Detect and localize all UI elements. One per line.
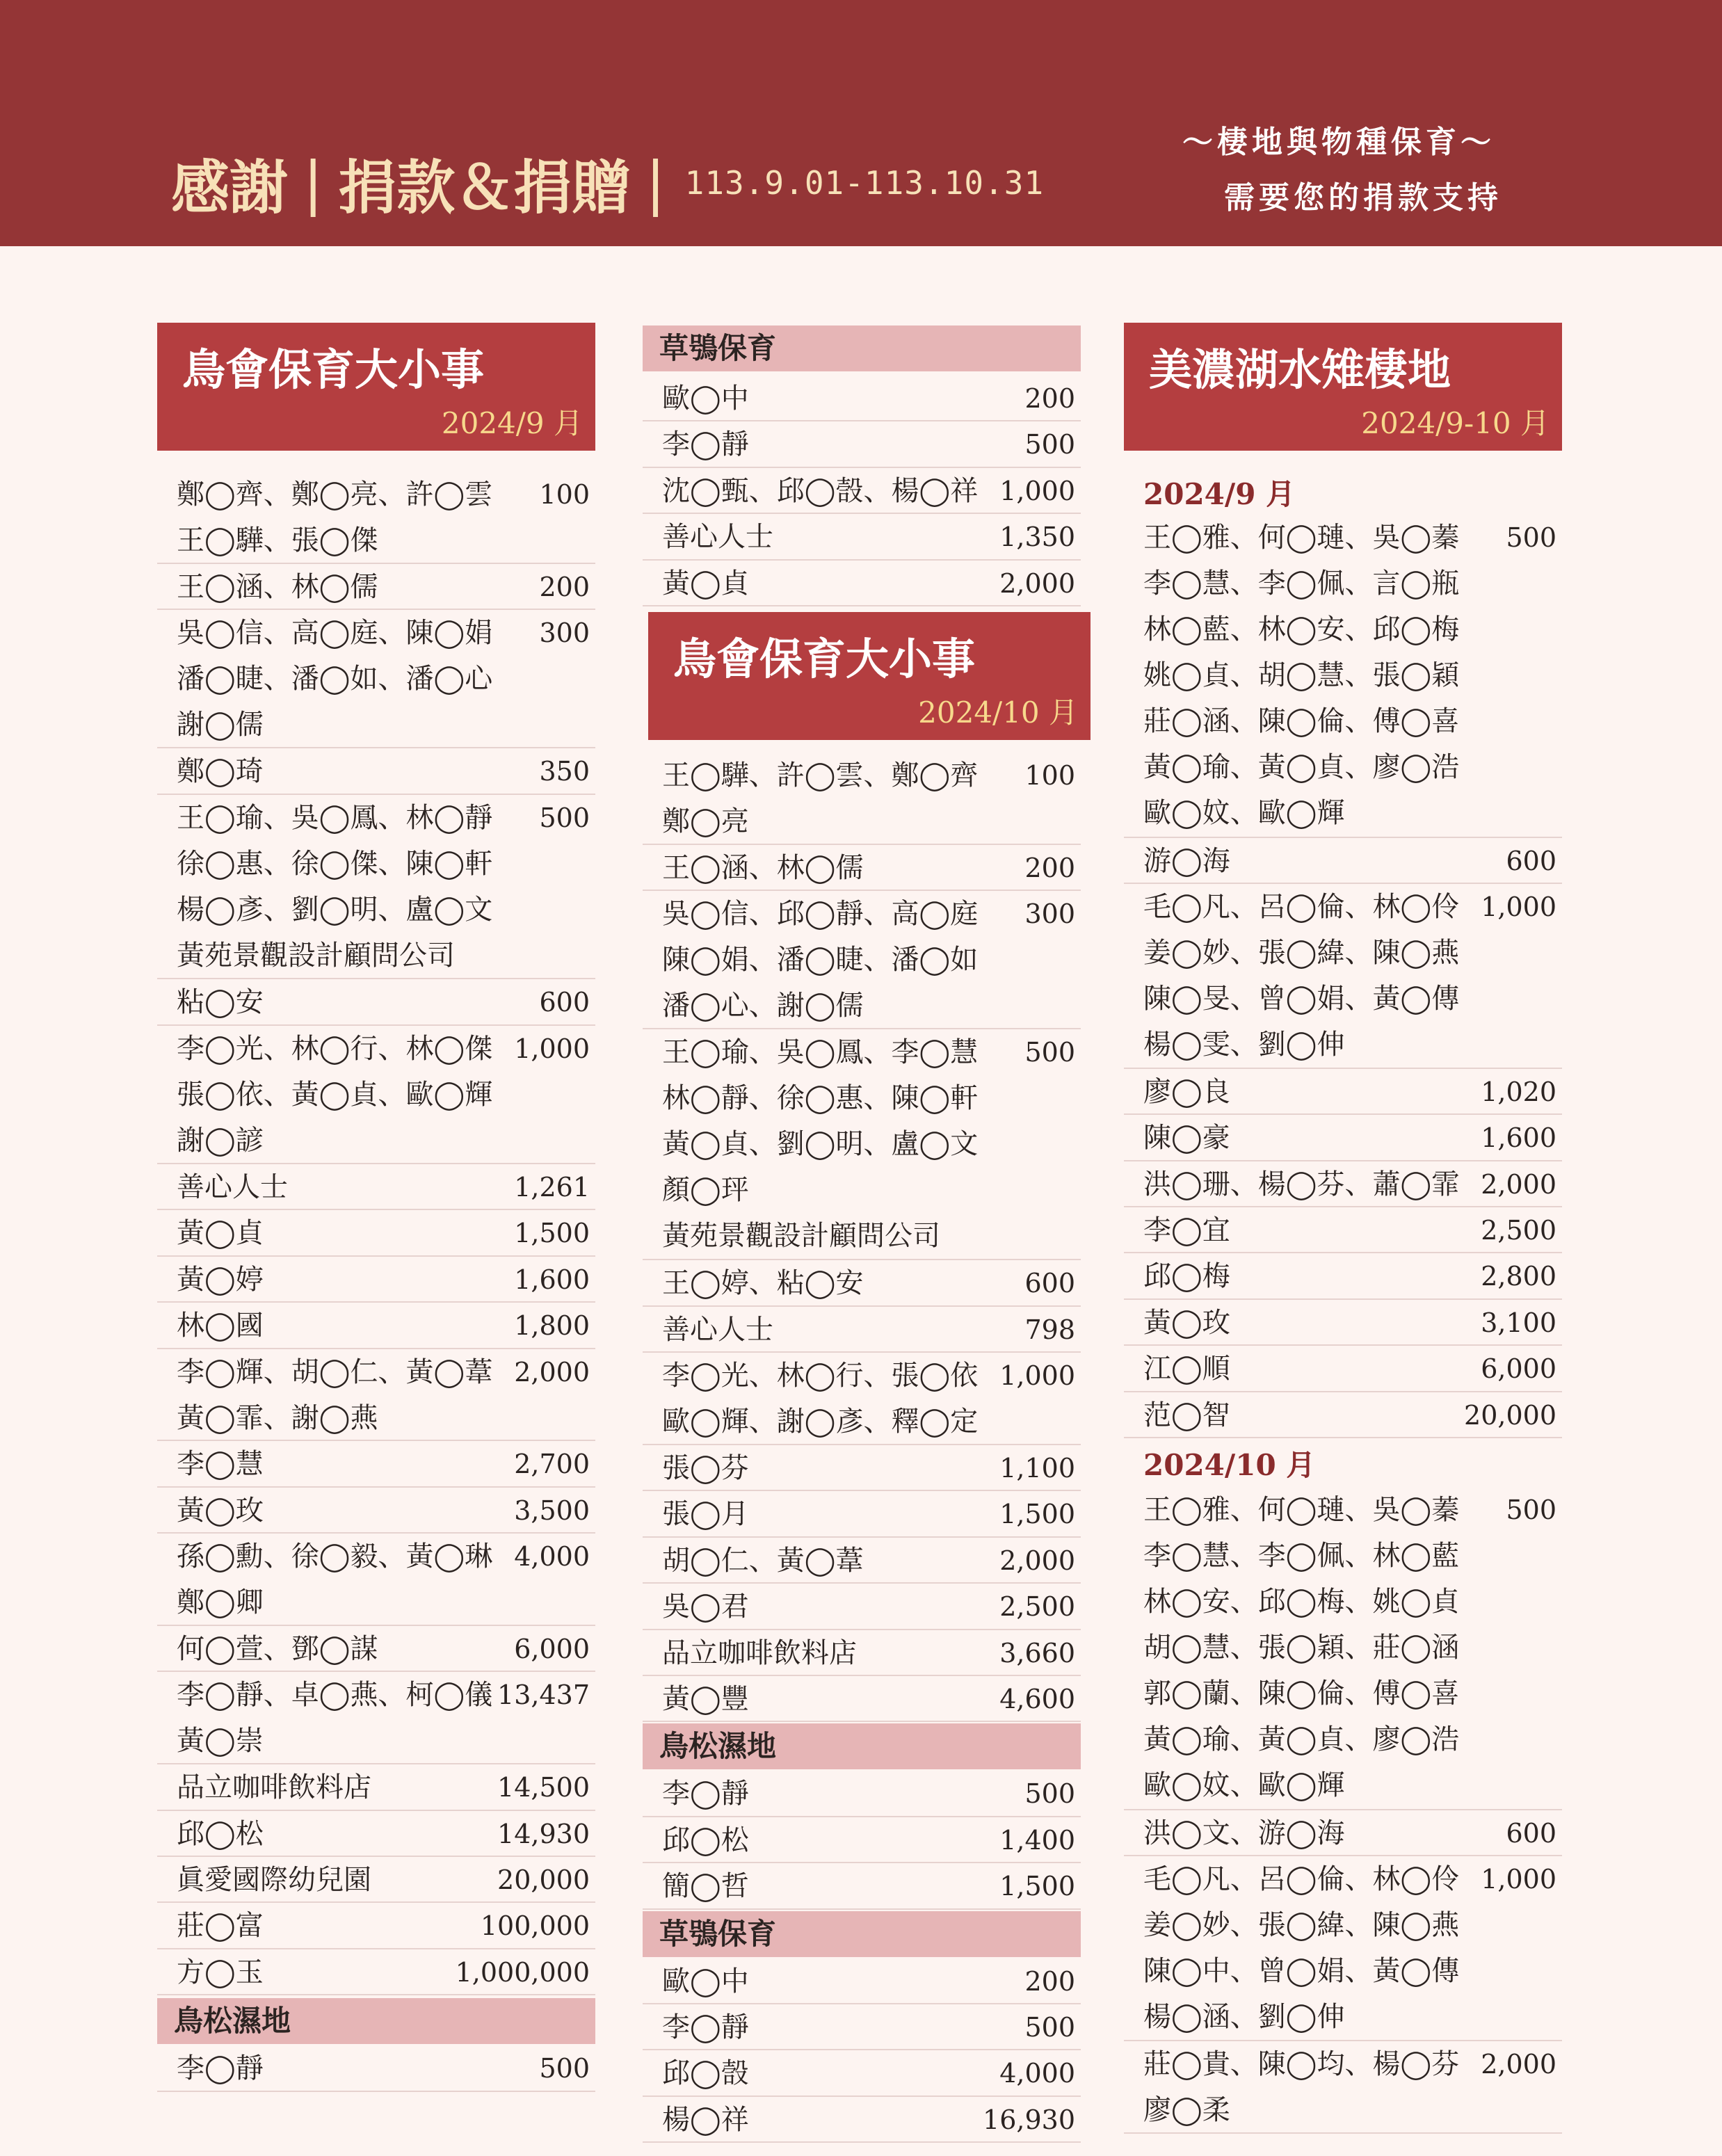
donation-amount: 100,000 (480, 1910, 590, 1942)
list-item (1124, 1253, 1562, 1299)
donor-names: 簡◯哲 (662, 1870, 749, 1903)
list-item (643, 753, 1081, 845)
list-item (643, 1353, 1081, 1445)
donation-amount: 4,600 (999, 1684, 1075, 1714)
list-item (157, 1210, 595, 1256)
donor-names: 王◯涵、林◯儒 (662, 851, 864, 884)
list-item (643, 561, 1081, 606)
donation-amount: 100 (539, 479, 590, 510)
list-item (157, 472, 595, 564)
donor-names: 胡◯仁、黃◯葦 (662, 1544, 864, 1577)
list-item (643, 1817, 1081, 1863)
list-item (157, 979, 595, 1025)
donor-names: 黃◯貞 (662, 567, 749, 600)
donation-amount: 16,930 (983, 2104, 1075, 2135)
section-month: 2024/9 月 (441, 406, 583, 440)
list-item (157, 564, 595, 610)
donor-names: 李◯光、林◯行、張◯依 歐◯輝、謝◯彥、釋◯定 (662, 1360, 979, 1438)
donation-amount: 2,800 (1481, 1261, 1556, 1292)
list-item (643, 1491, 1081, 1537)
list-item (157, 1488, 595, 1534)
list-item (643, 1771, 1081, 1817)
list-item (1124, 1161, 1562, 1207)
donation-amount: 2,000 (999, 1545, 1075, 1576)
section-title: 鳥會保育大小事 (182, 344, 485, 395)
month-heading: 2024/10 月 (1143, 1448, 1316, 1482)
list-item (1124, 1392, 1562, 1438)
list-item (157, 1349, 595, 1442)
donor-names: 李◯輝、胡◯仁、黃◯葦 黃◯霏、謝◯燕 (177, 1355, 493, 1434)
list-item (643, 376, 1081, 421)
donation-amount: 798 (1024, 1314, 1075, 1345)
donor-names: 李◯靜 (177, 2052, 264, 2085)
donor-names: 黃◯貞 (177, 1217, 264, 1250)
donor-names: 王◯婷、粘◯安 (662, 1267, 864, 1300)
donation-amount: 1,000 (1481, 1864, 1556, 1895)
donation-amount: 1,000 (999, 1360, 1075, 1392)
list-item (1124, 1115, 1562, 1161)
donation-amount: 1,400 (999, 1824, 1075, 1856)
donor-names: 善心人士 (177, 1171, 288, 1203)
list-item (157, 1764, 595, 1810)
donor-names: 黃◯豐 (662, 1683, 749, 1715)
list-item (157, 1903, 595, 1949)
sub-section-band: 草鴞保育 (643, 1911, 1081, 1957)
donor-names: 王◯雅、何◯璉、吳◯蓁 李◯慧、李◯佩、言◯瓶 林◯藍、林◯安、邱◯梅 姚◯貞、胡◯慧、張◯穎 莊◯涵、陳◯倫、傅◯喜 黃◯瑜、黃◯貞、廖◯浩 歐◯妏、歐◯輝 (1143, 522, 1460, 829)
donor-names: 邱◯松 (662, 1824, 749, 1856)
donor-names: 王◯驊、許◯雲、鄭◯齊 鄭◯亮 (662, 759, 979, 837)
donation-amount: 1,100 (999, 1453, 1075, 1483)
donor-names: 王◯雅、何◯璉、吳◯蓁 李◯慧、李◯佩、林◯藍 林◯安、邱◯梅、姚◯貞 胡◯慧、張◯穎、莊◯涵 郭◯蘭、陳◯倫、傅◯喜 黃◯瑜、黃◯貞、廖◯浩 歐◯妏、歐◯輝 (1143, 1494, 1460, 1801)
list-item (157, 1626, 595, 1672)
donation-amount: 2,000 (1481, 2048, 1556, 2079)
list-item (643, 421, 1081, 467)
sub-section-band: 鳥松濕地 (643, 1723, 1081, 1769)
donation-amount: 1,600 (514, 1264, 590, 1295)
donor-names: 孫◯勳、徐◯毅、黃◯琳 鄭◯卿 (177, 1540, 493, 1619)
list-item (643, 1630, 1081, 1676)
list-item (1124, 1856, 1562, 2041)
month-heading: 2024/9 月 (1143, 477, 1296, 511)
donation-amount: 1,020 (1481, 1076, 1556, 1107)
donor-names: 陳◯豪 (1143, 1122, 1230, 1155)
donation-amount: 1,350 (999, 522, 1075, 553)
sub-section-band: 草鴞保育 (643, 325, 1081, 371)
donor-names: 王◯瑜、吳◯鳳、李◯慧 林◯靜、徐◯惠、陳◯軒 黃◯貞、劉◯明、盧◯文 顏◯玶 黃苑景觀設計顧問公司 (662, 1036, 979, 1253)
title-sub: 捐款＆捐贈 (338, 153, 631, 222)
donation-amount: 1,000 (1481, 892, 1556, 923)
list-item (1124, 1346, 1562, 1392)
donation-amount: 500 (539, 2053, 590, 2084)
list-item (643, 1863, 1081, 1909)
list-item (157, 748, 595, 794)
donation-amount: 2,000 (514, 1356, 590, 1387)
donation-amount: 2,000 (999, 568, 1075, 599)
donation-amount: 3,100 (1481, 1307, 1556, 1338)
donor-names: 王◯瑜、吳◯鳳、林◯靜 徐◯惠、徐◯傑、陳◯軒 楊◯彥、劉◯明、盧◯文 黃苑景觀設計顧問公司 (177, 801, 493, 972)
donor-names: 吳◯信、邱◯靜、高◯庭 陳◯娟、潘◯睫、潘◯如 潘◯心、謝◯儒 (662, 898, 979, 1022)
donor-names: 沈◯甄、邱◯嗀、楊◯祥 (662, 474, 979, 507)
donor-names: 善心人士 (662, 521, 773, 554)
list-item (643, 1307, 1081, 1353)
donor-names: 品立咖啡飲料店 (662, 1636, 857, 1669)
list-item (1124, 1810, 1562, 1856)
donation-amount: 1,500 (999, 1871, 1075, 1902)
donor-names: 邱◯松 (177, 1817, 264, 1850)
section-box-meinong (1124, 323, 1562, 451)
list-item (643, 1260, 1081, 1306)
donation-amount: 500 (539, 802, 590, 833)
donation-amount: 6,000 (514, 1634, 590, 1664)
donor-names: 李◯靜 (662, 2011, 749, 2043)
donation-amount: 14,500 (497, 1772, 590, 1803)
donation-amount: 500 (1024, 429, 1075, 460)
donation-amount: 300 (539, 618, 590, 649)
list-item (643, 1676, 1081, 1722)
sub-section-band: 鳥松濕地 (157, 1998, 595, 2044)
page-title (171, 145, 1044, 221)
donation-amount: 600 (1506, 845, 1556, 876)
donor-names: 李◯靜、卓◯燕、柯◯儀 黃◯崇 (177, 1679, 493, 1757)
donor-names: 鄭◯琦 (177, 755, 264, 788)
list-item (157, 1026, 595, 1164)
title-separator: | (303, 149, 323, 217)
donation-amount: 1,600 (1481, 1123, 1556, 1154)
list-item (643, 1958, 1081, 2004)
donation-amount: 500 (1506, 522, 1556, 553)
section-month: 2024/9-10 月 (1361, 406, 1550, 440)
donor-names: 范◯智 (1143, 1399, 1230, 1431)
donor-names: 張◯芬 (662, 1452, 749, 1484)
slogan-line-1: ～棲地與物種保育～ (1182, 124, 1495, 160)
donor-names: 林◯國 (177, 1310, 264, 1342)
donation-amount: 1,000,000 (455, 1956, 590, 1988)
list-item (157, 1534, 595, 1626)
donor-names: 游◯海 (1143, 844, 1230, 877)
donor-names: 毛◯凡、呂◯倫、林◯伶 姜◯妙、張◯緯、陳◯燕 陳◯旻、曾◯娟、黃◯傳 楊◯雯、劉◯伸 (1143, 891, 1460, 1061)
donation-amount: 350 (539, 756, 590, 787)
donor-names: 粘◯安 (177, 986, 264, 1019)
donor-names: 李◯宜 (1143, 1214, 1230, 1246)
title-separator-2: | (645, 149, 666, 217)
donation-amount: 200 (539, 571, 590, 602)
donor-names: 洪◯文、游◯海 (1143, 1817, 1345, 1849)
donor-names: 善心人士 (662, 1313, 773, 1346)
donor-names: 何◯萱、鄧◯謀 (177, 1633, 378, 1665)
donor-names: 李◯靜 (662, 1778, 749, 1810)
donor-names: 黃◯玫 (177, 1494, 264, 1527)
list-item (643, 514, 1081, 560)
donor-names: 邱◯嗀 (662, 2057, 749, 2090)
list-item (643, 1584, 1081, 1630)
donor-names: 張◯月 (662, 1498, 749, 1531)
list-item (643, 891, 1081, 1029)
donation-amount: 200 (1024, 852, 1075, 883)
list-item (643, 468, 1081, 514)
donation-amount: 1,800 (514, 1310, 590, 1342)
list-item (157, 1672, 595, 1764)
donor-names: 歐◯中 (662, 1965, 749, 1997)
donation-amount: 300 (1024, 899, 1075, 930)
list-item (157, 1857, 595, 1903)
donation-amount: 3,660 (999, 1637, 1075, 1668)
donation-amount: 500 (1506, 1495, 1556, 1525)
list-item (1124, 2041, 1562, 2134)
list-item (1124, 1487, 1562, 1810)
donation-amount: 100 (1024, 760, 1075, 791)
list-item (643, 1445, 1081, 1491)
donation-amount: 600 (1024, 1268, 1075, 1299)
donor-names: 李◯靜 (662, 428, 749, 461)
donation-amount: 14,930 (497, 1818, 590, 1849)
donor-names: 江◯順 (1143, 1353, 1230, 1385)
donation-amount: 500 (1024, 1037, 1075, 1068)
donation-amount: 200 (1024, 383, 1075, 414)
header-banner (0, 0, 1722, 246)
donor-names: 李◯光、林◯行、林◯傑 張◯依、黃◯貞、歐◯輝 謝◯諺 (177, 1032, 493, 1157)
donor-names: 黃◯玫 (1143, 1306, 1230, 1339)
donor-names: 吳◯信、高◯庭、陳◯娟 潘◯睫、潘◯如、潘◯心 謝◯儒 (177, 617, 493, 741)
list-item (643, 1538, 1081, 1584)
list-item (157, 610, 595, 748)
donation-amount: 1,000 (514, 1033, 590, 1064)
donation-amount: 1,500 (999, 1499, 1075, 1530)
donor-names: 方◯玉 (177, 1956, 264, 1988)
donation-amount: 20,000 (497, 1865, 590, 1895)
list-item (157, 1257, 595, 1303)
list-item (157, 1303, 595, 1349)
donation-amount: 4,000 (514, 1541, 590, 1572)
title-main: 感謝 (171, 153, 289, 222)
list-item (643, 1029, 1081, 1260)
donor-names: 眞愛國際幼兒園 (177, 1864, 371, 1896)
donation-amount: 500 (1024, 2012, 1075, 2043)
donor-names: 楊◯祥 (662, 2103, 749, 2136)
donation-amount: 20,000 (1464, 1399, 1556, 1431)
list-item (157, 1949, 595, 1995)
section-box-oct (648, 612, 1091, 740)
donor-names: 李◯慧 (177, 1448, 264, 1481)
list-item (1124, 1300, 1562, 1346)
date-range: 113.9.01-113.10.31 (684, 164, 1045, 202)
donor-names: 莊◯貴、陳◯均、楊◯芬 廖◯柔 (1143, 2048, 1460, 2126)
donation-amount: 4,000 (999, 2058, 1075, 2089)
donation-amount: 2,000 (1481, 1168, 1556, 1200)
donation-amount: 200 (1024, 1965, 1075, 1997)
section-title: 美濃湖水雉棲地 (1149, 344, 1451, 395)
list-item (1124, 838, 1562, 884)
donation-amount: 600 (1506, 1817, 1556, 1849)
list-item (643, 845, 1081, 891)
section-title: 鳥會保育大小事 (673, 634, 976, 684)
donor-names: 王◯涵、林◯儒 (177, 570, 378, 603)
donor-names: 邱◯梅 (1143, 1260, 1230, 1293)
section-box-sept (157, 323, 595, 451)
donor-names: 歐◯中 (662, 383, 749, 415)
donation-amount: 600 (539, 987, 590, 1018)
list-item (643, 2097, 1081, 2143)
donation-amount: 1,000 (999, 475, 1075, 506)
list-item (1124, 1069, 1562, 1115)
list-item (643, 2050, 1081, 2096)
donor-names: 廖◯良 (1143, 1075, 1230, 1108)
donor-names: 吳◯君 (662, 1591, 749, 1623)
list-item (1124, 884, 1562, 1069)
list-item (157, 1441, 595, 1487)
donation-amount: 3,500 (514, 1495, 590, 1526)
donation-amount: 2,500 (999, 1591, 1075, 1623)
donor-names: 品立咖啡飲料店 (177, 1771, 371, 1804)
donation-amount: 2,500 (1481, 1215, 1556, 1246)
donation-amount: 2,700 (514, 1449, 590, 1480)
list-item (157, 1164, 595, 1210)
list-item (643, 2004, 1081, 2050)
donation-amount: 6,000 (1481, 1353, 1556, 1385)
list-item (157, 2045, 595, 2091)
donor-names: 黃◯婷 (177, 1263, 264, 1296)
section-month: 2024/10 月 (918, 695, 1078, 730)
donation-amount: 13,437 (497, 1680, 590, 1711)
donor-names: 莊◯富 (177, 1910, 264, 1942)
donation-amount: 1,261 (514, 1172, 590, 1202)
list-item (157, 795, 595, 980)
donor-names: 洪◯珊、楊◯芬、蕭◯霏 (1143, 1168, 1460, 1200)
list-item (1124, 1207, 1562, 1253)
donation-amount: 1,500 (514, 1218, 590, 1249)
donor-names: 毛◯凡、呂◯倫、林◯伶 姜◯妙、張◯緯、陳◯燕 陳◯中、曾◯娟、黃◯傳 楊◯涵、劉◯伸 (1143, 1863, 1460, 2034)
list-item (157, 1811, 595, 1857)
slogan-line-2: 需要您的捐款支持 (1224, 180, 1502, 216)
list-item (1124, 515, 1562, 838)
donation-amount: 500 (1024, 1778, 1075, 1810)
donor-names: 鄭◯齊、鄭◯亮、許◯雲 王◯驊、張◯傑 (177, 478, 493, 556)
